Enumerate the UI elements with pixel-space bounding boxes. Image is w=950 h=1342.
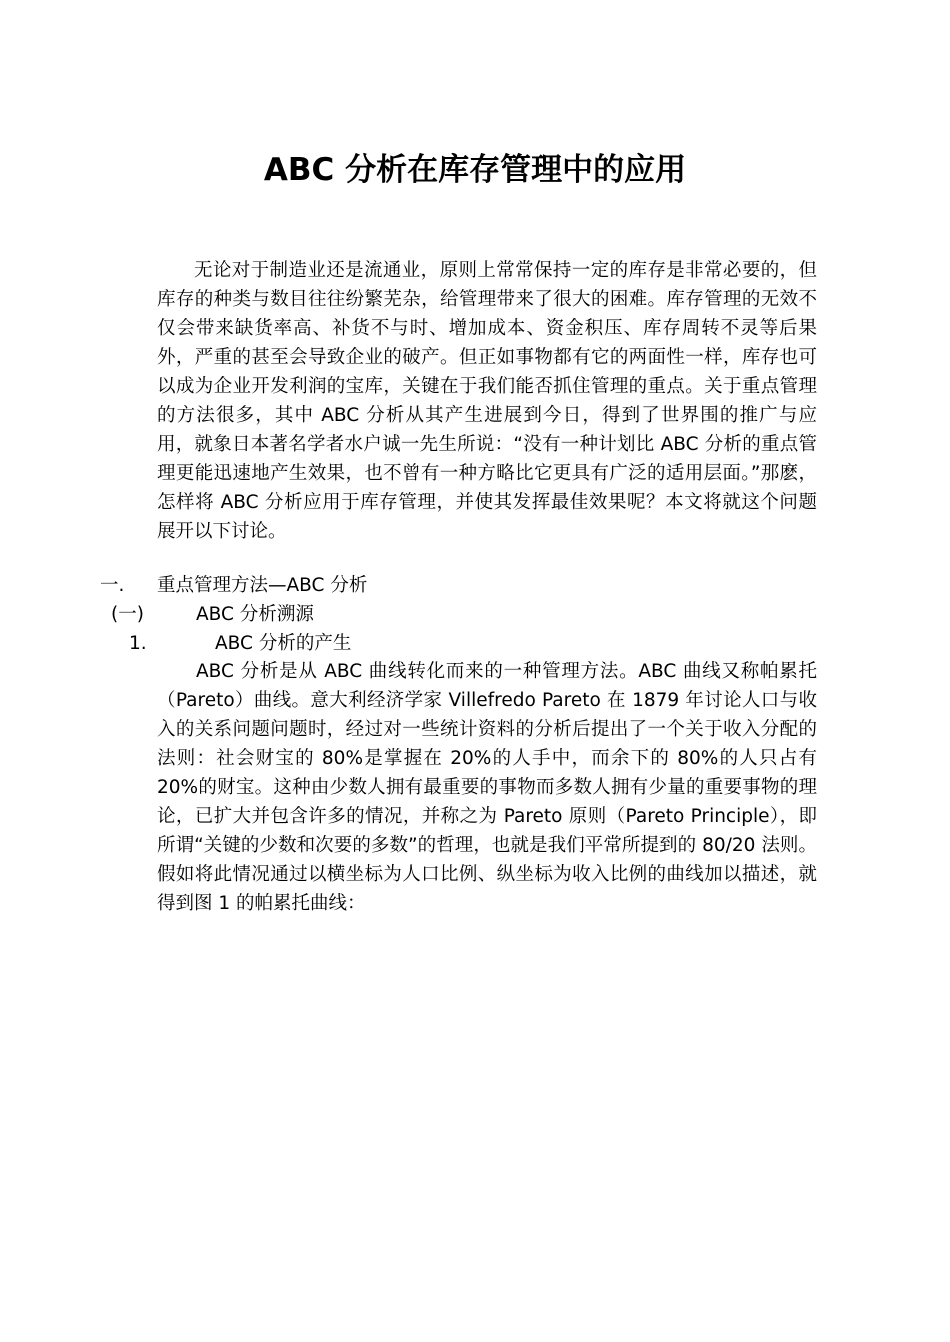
intro-paragraph: 无论对于制造业还是流通业，原则上常常保持一定的库存是非常必要的，但库存的种类与数目往往纷繁芜杂，给管理带来了很大的困难。库存管理的无效不仅会带来缺货率高、补货不与时、增加成本、资金积压、库存周转不灵等后果外，严重的甚至会导致企业的破产。但正如事物都有它的两面性一样，库存也可以成为企业开发利润的宝库，关键在于我们能否抓住管理的重点。关于重点管理的方法很多，其中 ABC 分析从其产生进展到今日，得到了世界围的推广与应用，就象日本著名学者水户诚一先生所说：“没有一种计划比 ABC 分析的重点管理更能迅速地产生效果，也不曾有一种方略比它更具有广泛的适用层面。”那麽，怎样将 ABC 分析应用于库存管理，并使其发挥最佳效果呢？本文将就这个问题展开以下讨论。 — [157, 260, 817, 542]
item-number: 1. — [129, 633, 147, 654]
body-paragraph: ABC 分析是从 ABC 曲线转化而来的一种管理方法。ABC 曲线又称帕累托（Pareto）曲线。意大利经济学家 Villefredo Pareto 在 1879 年讨论人口与收入的关系问题问题时，经过对一些统计资料的分析后提出了一个关于收入分配的法则：社会财宝的 80%是掌握在 20%的人手中，而余下的 80%的人只占有 20%的财宝。这种由少数人拥有最重要的事物而多数人拥有少量的重要事物的理论，已扩大并包含许多的情况，并称之为 Pareto 原则（Pareto Principle），即所谓“关键的少数和次要的多数”的哲理，也就是我们平常所提到的 80/20 法则。假如将此情况通过以横坐标为人口比例、纵坐标为收入比例的曲线加以描述，就得到图 1 的帕累托曲线： — [157, 661, 817, 914]
section-number: 一. — [100, 575, 125, 596]
subsection-title: ABC 分析溯源 — [196, 604, 314, 625]
section-title: 重点管理方法—ABC 分析 — [157, 575, 368, 596]
document-title: ABC 分析在库存管理中的应用 — [263, 152, 687, 188]
item-title: ABC 分析的产生 — [215, 633, 352, 654]
subsection-number: (一) — [111, 604, 144, 625]
